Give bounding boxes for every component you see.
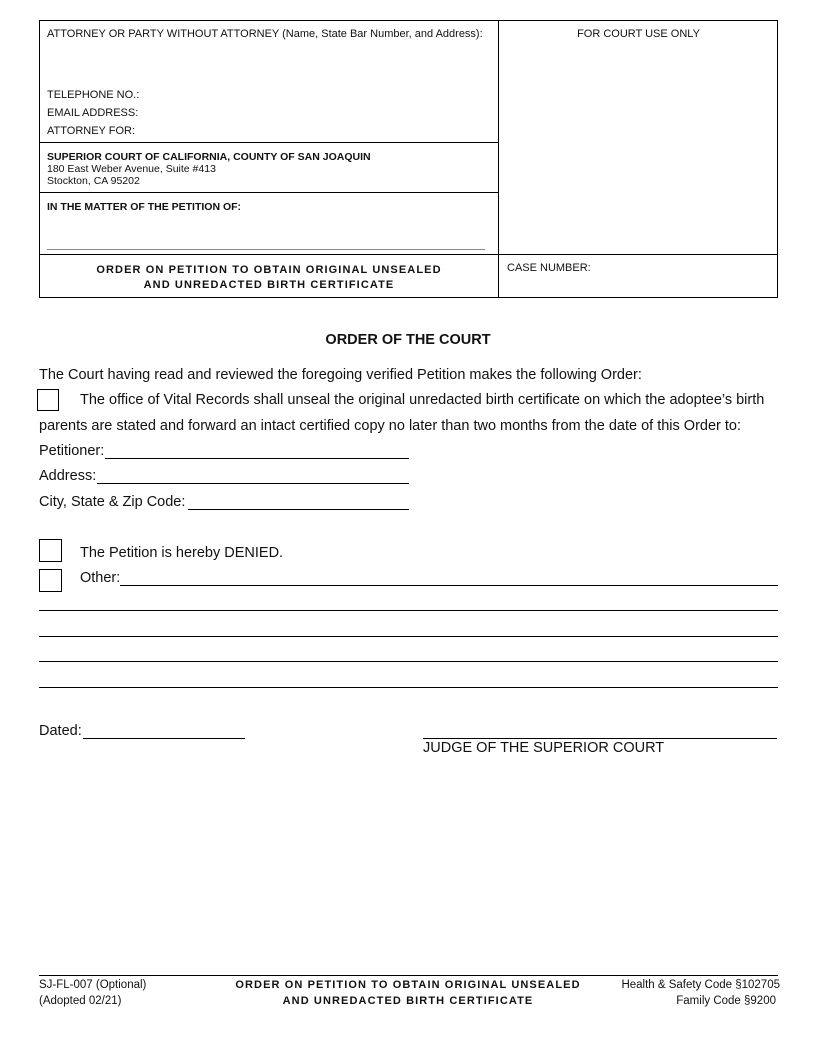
judge-signature-line[interactable] bbox=[423, 738, 777, 739]
other-continuation-line-3 bbox=[39, 661, 778, 662]
city-state-zip-input[interactable] bbox=[189, 492, 410, 509]
email-label: EMAIL ADDRESS: bbox=[47, 107, 139, 119]
divider-court-matter bbox=[39, 192, 499, 193]
caption-left-border bbox=[39, 20, 40, 298]
option-unseal-line2: parents are stated and forward an intact certified copy no later than two months from the date of this Order to: bbox=[39, 418, 742, 434]
other-continuation-line-2 bbox=[39, 636, 778, 637]
other-continuation-line-4 bbox=[39, 687, 778, 688]
petitioner-label: Petitioner: bbox=[39, 443, 105, 459]
footer-adopted: (Adopted 02/21) bbox=[39, 995, 122, 1007]
footer-title-line2: AND UNREDACTED BIRTH CERTIFICATE bbox=[282, 995, 534, 1007]
other-underline bbox=[120, 585, 778, 586]
caption-bottom-border bbox=[39, 297, 778, 298]
attorney-label: ATTORNEY OR PARTY WITHOUT ATTORNEY (Name, State Bar Number, and Address): bbox=[47, 28, 483, 40]
petitioner-name-line bbox=[47, 249, 485, 250]
divider-attorney-court bbox=[39, 142, 499, 143]
email-input[interactable] bbox=[140, 105, 489, 120]
footer-code2: Family Code §9200 bbox=[676, 995, 776, 1007]
petitioner-input[interactable] bbox=[106, 441, 410, 458]
case-number-input[interactable] bbox=[507, 276, 776, 293]
court-address-line1: 180 East Weber Avenue, Suite #413 bbox=[47, 163, 216, 175]
city-state-zip-label: City, State & Zip Code: bbox=[39, 494, 186, 510]
court-use-label: FOR COURT USE ONLY bbox=[577, 28, 700, 40]
footer-code1: Health & Safety Code §102705 bbox=[621, 979, 780, 991]
court-use-area bbox=[500, 22, 776, 252]
option-unseal-line1: The office of Vital Records shall unseal the original unredacted birth certificate on which the adoptee’s birth bbox=[80, 392, 765, 408]
other-continuation-line-1 bbox=[39, 610, 778, 611]
judge-label: JUDGE OF THE SUPERIOR COURT bbox=[423, 740, 665, 756]
case-number-label: CASE NUMBER: bbox=[507, 262, 591, 274]
dated-label: Dated: bbox=[39, 723, 82, 739]
attorney-info-input[interactable] bbox=[47, 44, 491, 84]
caption-column-divider bbox=[498, 20, 499, 298]
footer-rule bbox=[39, 975, 778, 976]
divider-title-row bbox=[39, 254, 778, 255]
court-address-line2: Stockton, CA 95202 bbox=[47, 175, 140, 187]
telephone-input[interactable] bbox=[135, 87, 489, 102]
form-title-line1: ORDER ON PETITION TO OBTAIN ORIGINAL UNSEALED bbox=[96, 264, 442, 276]
address-input[interactable] bbox=[98, 466, 410, 483]
petitioner-underline bbox=[105, 458, 409, 459]
other-label: Other: bbox=[80, 570, 121, 586]
attorney-for-label: ATTORNEY FOR: bbox=[47, 125, 136, 137]
form-title-line2: AND UNREDACTED BIRTH CERTIFICATE bbox=[143, 279, 395, 291]
checkbox-unseal[interactable] bbox=[37, 389, 59, 411]
matter-label: IN THE MATTER OF THE PETITION OF: bbox=[47, 201, 242, 213]
checkbox-other[interactable] bbox=[39, 569, 62, 592]
footer-title-line1: ORDER ON PETITION TO OBTAIN ORIGINAL UNSEALED bbox=[235, 979, 581, 991]
address-label: Address: bbox=[39, 468, 97, 484]
checkbox-denied[interactable] bbox=[39, 539, 62, 562]
caption-right-border bbox=[777, 20, 778, 298]
other-input[interactable] bbox=[121, 568, 779, 585]
telephone-label: TELEPHONE NO.: bbox=[47, 89, 140, 101]
order-heading: ORDER OF THE COURT bbox=[325, 332, 491, 348]
attorney-for-input[interactable] bbox=[136, 123, 489, 138]
footer-form-id: SJ-FL-007 (Optional) bbox=[39, 979, 147, 991]
denied-label: The Petition is hereby DENIED. bbox=[80, 545, 284, 561]
dated-underline bbox=[83, 738, 245, 739]
dated-input[interactable] bbox=[84, 721, 246, 738]
court-name: SUPERIOR COURT OF CALIFORNIA, COUNTY OF SAN JOAQUIN bbox=[47, 151, 371, 163]
city-state-zip-underline bbox=[188, 509, 409, 510]
caption-top-border bbox=[39, 20, 778, 21]
petition-of-input[interactable] bbox=[47, 230, 489, 247]
order-intro: The Court having read and reviewed the foregoing verified Petition makes the following Order: bbox=[39, 367, 642, 383]
address-underline bbox=[97, 483, 409, 484]
